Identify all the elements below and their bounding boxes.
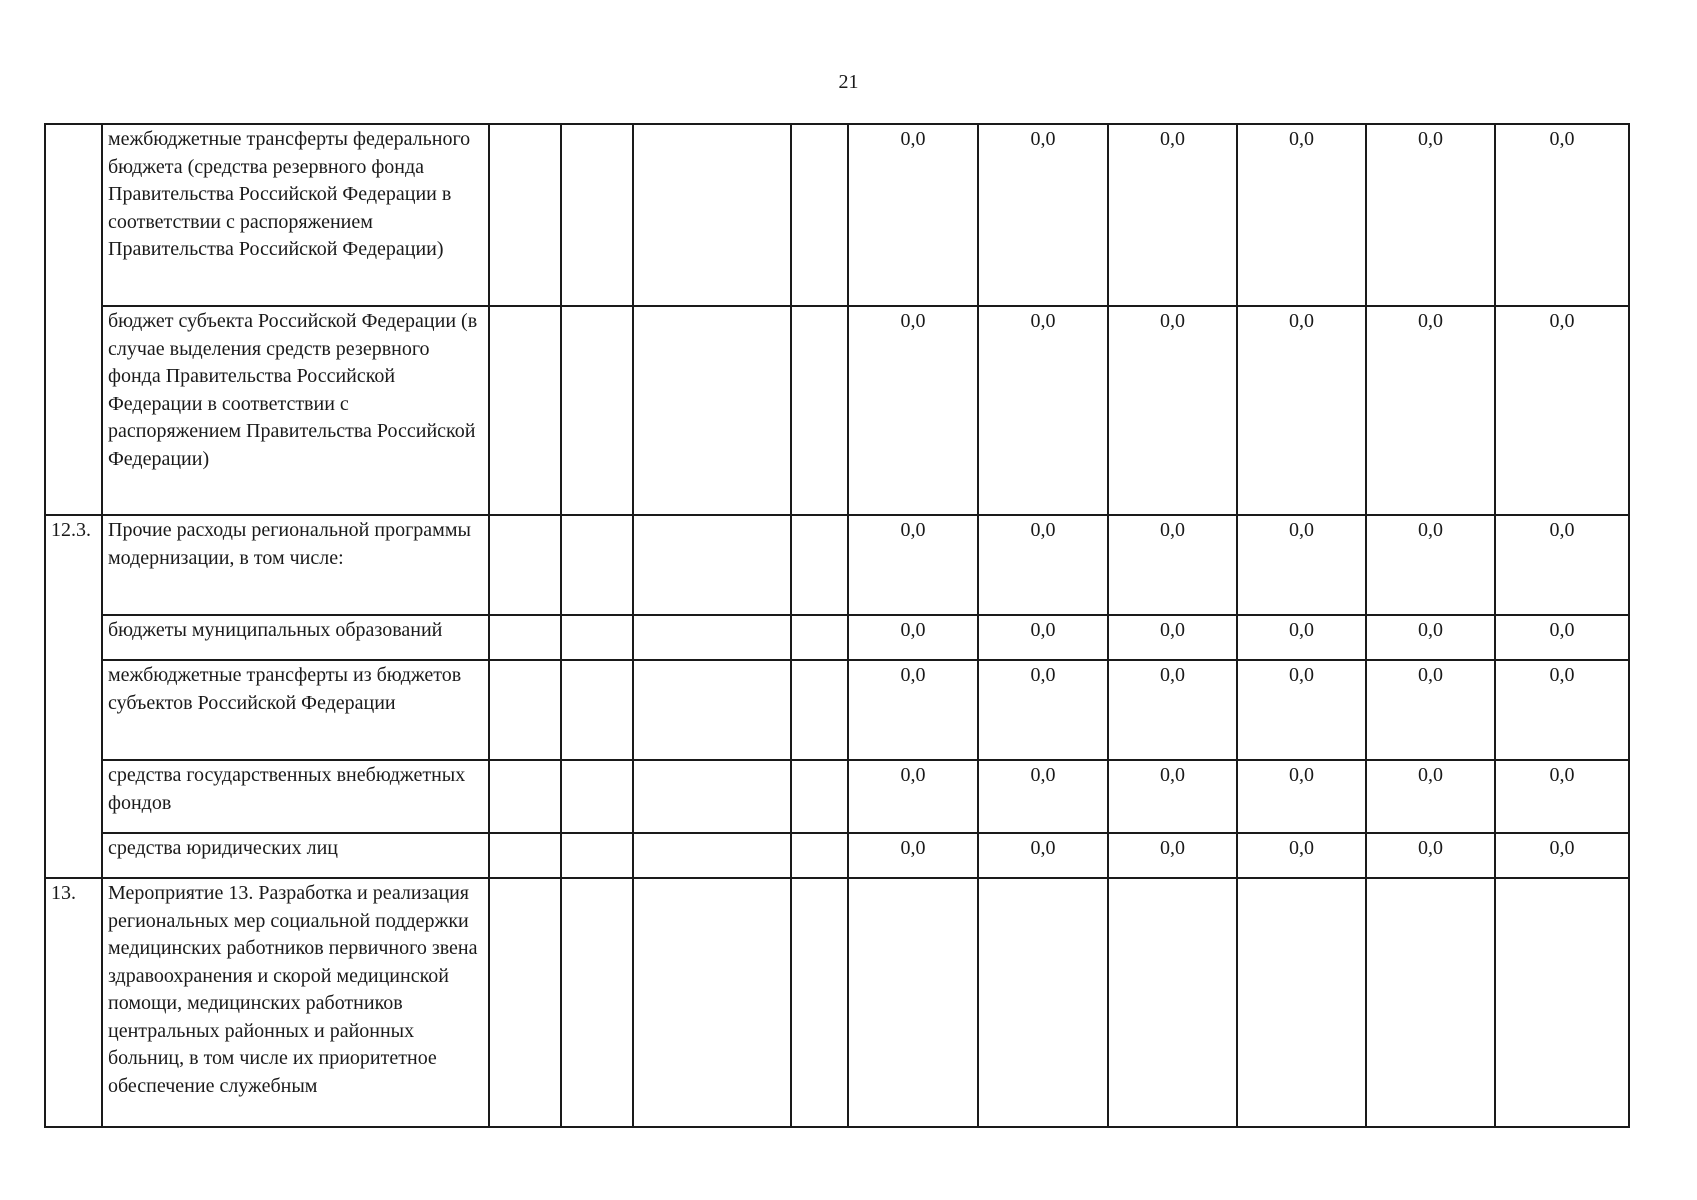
value-text: 0,0: [1030, 837, 1056, 859]
empty-cell: [489, 124, 561, 306]
row-description-cell: межбюджетные трансферты из бюджетов субъектов Российской Федерации: [102, 660, 489, 760]
value-cell: [848, 878, 978, 1127]
value-text: 0,0: [1549, 128, 1575, 150]
value-cell: [1495, 515, 1629, 615]
page-number: 21: [838, 71, 859, 93]
value-cell: [1366, 878, 1495, 1127]
value-text: 0,0: [1030, 310, 1056, 332]
row-number-cell: 13.: [45, 878, 102, 1127]
value-text: 0,0: [1289, 664, 1314, 686]
value-text: 0,0: [1289, 619, 1314, 641]
table-row: [45, 878, 1629, 1127]
value-cell: [1237, 515, 1366, 615]
row-description-cell: средства государственных внебюджетных фондов: [102, 760, 489, 833]
value-text: 0,0: [1418, 519, 1443, 541]
row-description-cell: средства юридических лиц: [102, 833, 489, 878]
empty-cell: [561, 760, 633, 833]
value-cell: [978, 833, 1108, 878]
value-cell: [978, 124, 1108, 306]
value-cell: [848, 660, 978, 760]
value-text: 0,0: [900, 837, 926, 859]
value-cell: [1237, 878, 1366, 1127]
empty-cell: [791, 615, 848, 660]
value-text: 0,0: [1549, 619, 1575, 641]
value-text: 0,0: [1160, 310, 1185, 332]
empty-cell: [489, 760, 561, 833]
empty-cell: [633, 833, 791, 878]
row-description-cell: бюджет субъекта Российской Федерации (в случае выделения средств резервного фонда Правительства Российской Федерации в соответствии с распоряжением Правительства Российской Федерации): [102, 306, 489, 515]
row-description-cell: Мероприятие 13. Разработка и реализация региональных мер социальной поддержки медицинских работников первичного звена здравоохранения и скорой медицинской помощи, медицинских работников центральных районных и районных больниц, в том числе их приоритетное обеспечение служебным: [102, 878, 489, 1127]
value-cell: [1237, 306, 1366, 515]
value-text: 0,0: [1030, 764, 1056, 786]
value-text: 0,0: [1160, 664, 1185, 686]
value-cell: [1108, 306, 1237, 515]
value-text: 0,0: [1289, 837, 1314, 859]
empty-cell: [633, 306, 791, 515]
value-cell: [848, 515, 978, 615]
value-cell: [1237, 124, 1366, 306]
empty-cell: [791, 760, 848, 833]
value-cell: [1108, 124, 1237, 306]
value-text: 0,0: [1160, 128, 1185, 150]
empty-cell: [791, 306, 848, 515]
empty-cell: [561, 833, 633, 878]
value-cell: [1366, 833, 1495, 878]
empty-cell: [561, 660, 633, 760]
empty-cell: [489, 660, 561, 760]
empty-cell: [489, 306, 561, 515]
value-cell: [1108, 615, 1237, 660]
value-cell: [978, 515, 1108, 615]
empty-cell: [791, 515, 848, 615]
empty-cell: [791, 878, 848, 1127]
value-cell: [1366, 660, 1495, 760]
empty-cell: [489, 615, 561, 660]
value-text: 0,0: [1418, 837, 1443, 859]
value-cell: [1495, 306, 1629, 515]
empty-cell: [489, 833, 561, 878]
empty-cell: [561, 878, 633, 1127]
table-row: [45, 833, 1629, 878]
value-cell: [1237, 660, 1366, 760]
value-text: 0,0: [1289, 128, 1314, 150]
row-description-cell: бюджеты муниципальных образований: [102, 615, 489, 660]
value-cell: [978, 878, 1108, 1127]
value-text: 0,0: [1160, 519, 1185, 541]
empty-cell: [489, 878, 561, 1127]
empty-cell: [633, 660, 791, 760]
empty-cell: [633, 760, 791, 833]
row-description-cell: Прочие расходы региональной программы модернизации, в том числе:: [102, 515, 489, 615]
row-number-cell: [45, 124, 102, 515]
value-text: 0,0: [1030, 519, 1056, 541]
empty-cell: [633, 615, 791, 660]
budget-table: [44, 123, 1630, 1128]
value-text: 0,0: [1418, 664, 1443, 686]
value-cell: [848, 833, 978, 878]
empty-cell: [791, 124, 848, 306]
value-text: 0,0: [1160, 837, 1185, 859]
table-row: [45, 615, 1629, 660]
value-cell: [848, 615, 978, 660]
value-cell: [1366, 615, 1495, 660]
value-text: 0,0: [900, 310, 926, 332]
value-text: 0,0: [1418, 310, 1443, 332]
value-text: 0,0: [1160, 764, 1185, 786]
value-text: 0,0: [1289, 519, 1314, 541]
value-cell: [1108, 660, 1237, 760]
empty-cell: [791, 833, 848, 878]
table-row: [45, 515, 1629, 615]
value-cell: [1108, 515, 1237, 615]
value-text: 0,0: [1549, 310, 1575, 332]
row-number-cell: 12.3.: [45, 515, 102, 878]
empty-cell: [633, 124, 791, 306]
empty-cell: [561, 306, 633, 515]
value-text: 0,0: [900, 128, 926, 150]
value-cell: [1237, 760, 1366, 833]
value-text: 0,0: [1549, 664, 1575, 686]
value-text: 0,0: [1030, 619, 1056, 641]
value-cell: [1366, 515, 1495, 615]
value-cell: [1366, 760, 1495, 833]
empty-cell: [561, 515, 633, 615]
value-cell: [1495, 615, 1629, 660]
table-row: [45, 124, 1629, 306]
value-cell: [1495, 760, 1629, 833]
empty-cell: [561, 124, 633, 306]
value-text: 0,0: [1549, 837, 1575, 859]
empty-cell: [633, 515, 791, 615]
value-cell: [1237, 615, 1366, 660]
value-cell: [848, 124, 978, 306]
value-cell: [978, 760, 1108, 833]
value-text: 0,0: [1549, 519, 1575, 541]
value-text: 0,0: [1030, 128, 1056, 150]
value-text: 0,0: [900, 519, 926, 541]
value-cell: [1108, 878, 1237, 1127]
empty-cell: [791, 660, 848, 760]
empty-cell: [561, 615, 633, 660]
table-row: [45, 660, 1629, 760]
table-row: [45, 760, 1629, 833]
value-cell: [1108, 760, 1237, 833]
value-cell: [1495, 833, 1629, 878]
value-cell: [1495, 660, 1629, 760]
value-text: 0,0: [1160, 619, 1185, 641]
value-text: 0,0: [1289, 764, 1314, 786]
value-cell: [848, 306, 978, 515]
table-row: [45, 306, 1629, 515]
value-cell: [1495, 878, 1629, 1127]
value-cell: [978, 660, 1108, 760]
value-cell: [1366, 124, 1495, 306]
empty-cell: [489, 515, 561, 615]
value-cell: [1495, 124, 1629, 306]
value-text: 0,0: [1418, 619, 1443, 641]
value-cell: [1108, 833, 1237, 878]
value-text: 0,0: [1030, 664, 1056, 686]
empty-cell: [633, 878, 791, 1127]
value-cell: [978, 306, 1108, 515]
value-cell: [978, 615, 1108, 660]
value-text: 0,0: [1549, 764, 1575, 786]
value-text: 0,0: [900, 619, 926, 641]
value-text: 0,0: [1418, 128, 1443, 150]
value-text: 0,0: [900, 764, 926, 786]
value-cell: [848, 760, 978, 833]
row-description-cell: межбюджетные трансферты федерального бюджета (средства резервного фонда Правительства Российской Федерации в соответствии с распоряжением Правительства Российской Федерации): [102, 124, 489, 306]
value-text: 0,0: [1289, 310, 1314, 332]
value-text: 0,0: [1418, 764, 1443, 786]
value-cell: [1366, 306, 1495, 515]
value-cell: [1237, 833, 1366, 878]
value-text: 0,0: [900, 664, 926, 686]
